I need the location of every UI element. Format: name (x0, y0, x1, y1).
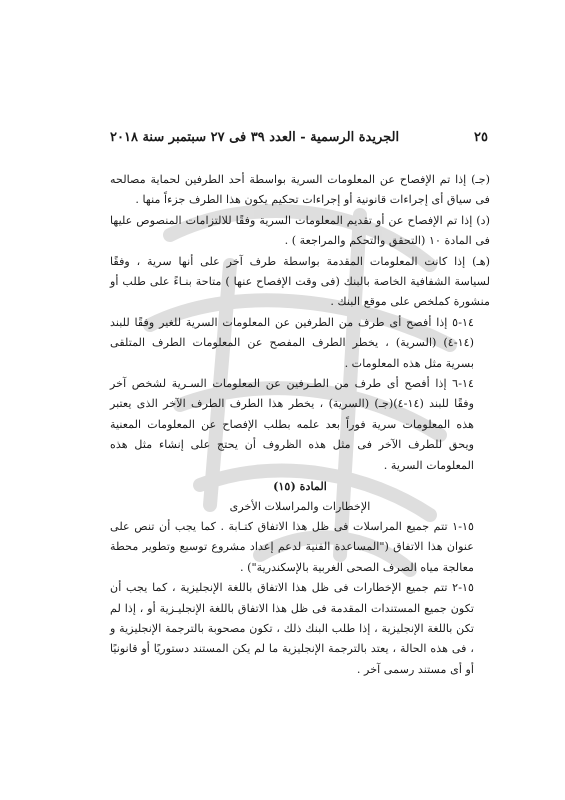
page-number: ٢٥ (474, 130, 488, 145)
page-header (110, 130, 488, 145)
article-subheading: الإخطارات والمراسلات الأخرى (229, 499, 371, 513)
clause-14-6: ١٤-٦ إذا أفصح أى طرف من الطـرفين عن المعلومات السـرية لشخص آخر وفقًا للبند (١٤-٤)(جـ) (السرية) ، يخطر هذا الطرف الطرف الآخر الذى يعتبر هذه المعلومات سرية فوراً بعد علمه بطلب الإفصاح عن المعلومات المعنية ويحق للطرف الآخر فى مثل هذه الظروف أن يحتج على إنشاء مثل هذه المعلومات السرية . (110, 377, 474, 472)
document-body (110, 170, 490, 680)
paragraph-c: (جـ) إذا تم الإفصاح عن المعلومات السرية بواسطة أحد الطرفين لحماية مصالحه فى سياق أى إجراءات قانونية أو إجراءات تحكيم يكون هذا الطرف جزءاً منها . (110, 173, 490, 207)
clause-15-1: ١٥-١ تتم جميع المراسلات فى ظل هذا الاتفاق كتـابة . كما يجب أن تنص على عنوان هذا الاتفاق ("المساعدة الفنية لدعم إعداد مشروع توسيع وتطوير محطة معالجة مياه الصرف الصحى الغربية بالإسكندرية") . (110, 519, 474, 574)
clause-14-5: ١٤-٥ إذا أفصح أى طرف من الطرفين عن المعلومات السرية للغير وفقًا للبند (١٤-٤) (السرية) ، يخطر الطرف المفصح عن المعلومات الطرف المتلقى بسرية مثل هذه المعلومات . (110, 315, 474, 370)
article-heading: المادة (١٥) (273, 479, 327, 494)
paragraph-e: (هـ) إذا كانت المعلومات المقدمة بواسطة طرف آخر على أنها سرية ، وفقًا لسياسة الشفافية الخاصة بالبنك (فى وقت الإفصاح عنها ) متاحة بنـاءً على طلب أو منشورة كملخص على موقع البنك . (110, 254, 490, 309)
paragraph-d: (د) إذا تم الإفصاح عن أو تقديم المعلومات السرية وفقًا للالتزامات المنصوص عليها فى المادة ١٠ (التحقق والتحكم والمراجعة ) . (110, 213, 490, 248)
gazette-title: الجريدة الرسمية - العدد ٣٩ فى ٢٧ سبتمبر سنة ٢٠١٨ (110, 130, 400, 145)
clause-15-2: ١٥-٢ تتم جميع الإخطارات فى ظل هذا الاتفاق باللغة الإنجليزية ، كما يجب أن تكون جميع المستندات المقدمة فى ظل هذا الاتفاق باللغة الإنجليـزية أو ، إذا لم تكن باللغة الإنجليزية ، إذا طلب البنك ذلك ، تكون مصحوبة بالترجمة الإنجليزية و ، فى هذه الحالة ، يعتد بالترجمة الإنجليزية ما لم يكن المستند دستوريًا أو قانونيًا أو أى مستند رسمى آخر . (110, 581, 474, 676)
